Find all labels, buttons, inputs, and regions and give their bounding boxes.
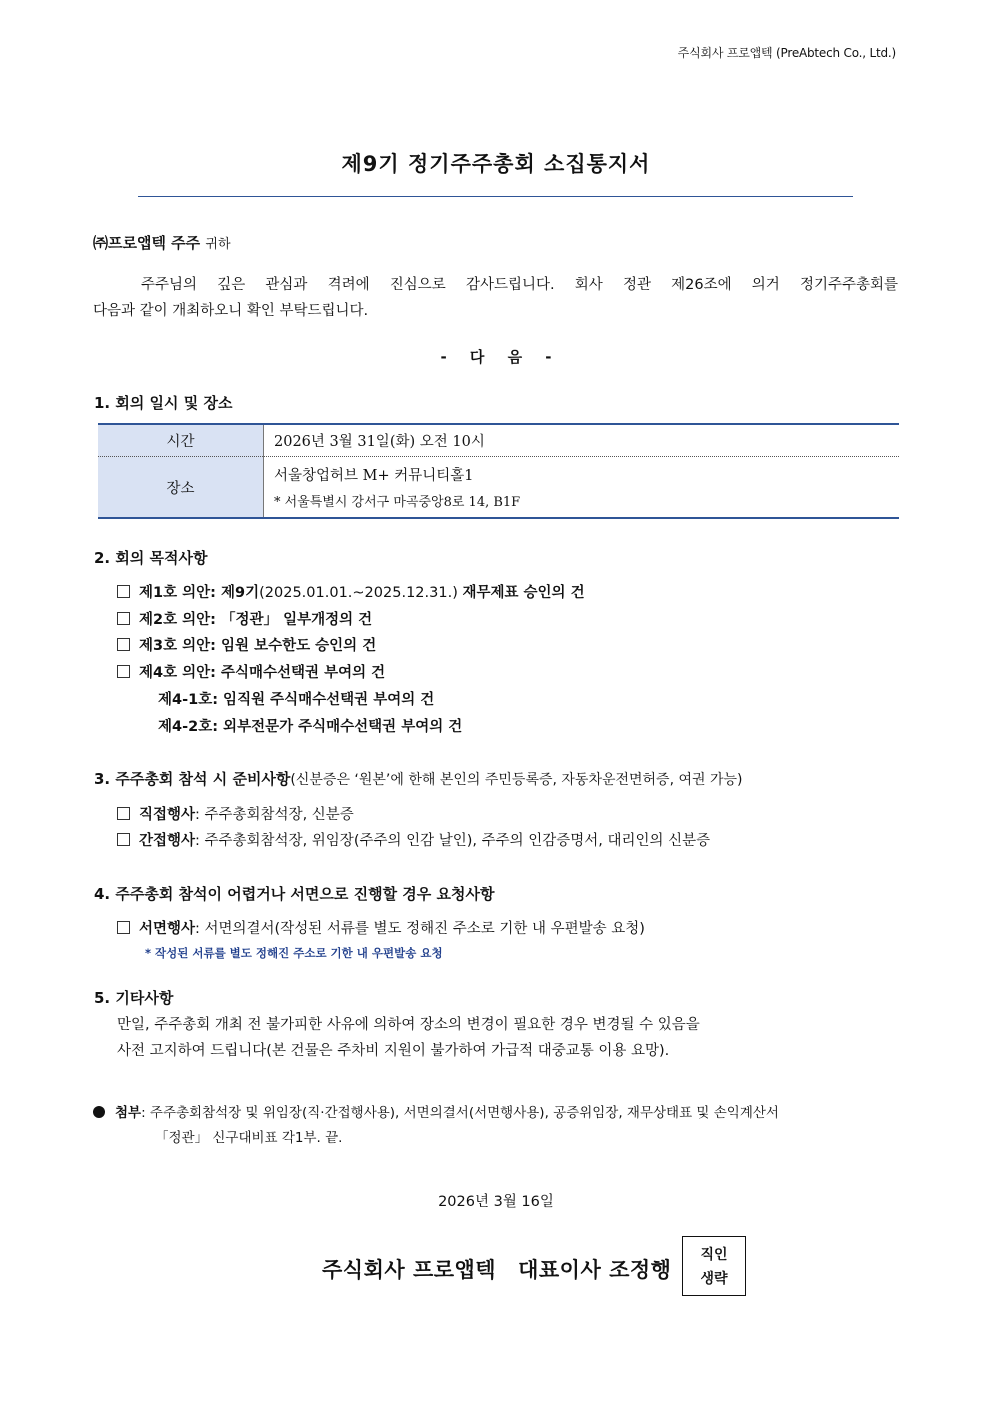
- agenda-sub-item-4-1: 제4-1호: 임직원 주식매수선택권 부여의 건: [158, 692, 435, 708]
- prep-item-direct: 직접행사: 주주총회참석장, 신분증: [117, 803, 354, 824]
- agenda-item-2: 제2호 의안: 「정관」 일부개정의 건: [117, 608, 372, 629]
- agenda-item-4: 제4호 의안: 주식매수선택권 부여의 건: [117, 661, 385, 682]
- document-title: 제9기 정기주주총회 소집통지서: [341, 152, 651, 176]
- intro-line-1: 주주님의 깊은 관심과 격려에 진심으로 감사드립니다. 회사 정관 제26조에 의거 정기주주총회를: [141, 277, 898, 293]
- misc-line-2: 사전 고지하여 드립니다(본 건물은 주차비 지원이 불가하여 가급적 대중교통 이용 요망).: [117, 1043, 670, 1059]
- checkbox-icon: [117, 921, 130, 934]
- agenda-item-3: 제3호 의안: 임원 보수한도 승인의 건: [117, 634, 376, 655]
- prep-item-indirect: 간접행사: 주주총회참석장, 위임장(주주의 인감 날인), 주주의 인감증명서, 대리인의 신분증: [117, 829, 710, 850]
- attachment-block: [93, 1101, 893, 1151]
- meeting-info-table: [98, 423, 899, 519]
- checkbox-icon: [117, 638, 130, 651]
- addressee: [93, 232, 231, 253]
- section1-heading: 1. 회의 일시 및 장소: [94, 394, 233, 412]
- place-address: * 서울특별시 강서구 마곡중앙8로 14, B1F: [274, 495, 521, 510]
- section4-heading: 4. 주주총회 참석이 어렵거나 서면으로 진행할 경우 요청사항: [94, 885, 495, 903]
- attachment-line-2: 「정관」 신구대비표 각1부. 끝.: [155, 1130, 343, 1146]
- attachment-label: 첨부: [115, 1105, 142, 1121]
- seal-line-2: 생략: [700, 1271, 728, 1287]
- header-company: 주식회사 프로앱텍 (PreAbtech Co., Ltd.): [677, 46, 896, 60]
- checkbox-icon: [117, 665, 130, 678]
- place-label: 장소: [98, 457, 264, 519]
- agenda-sub-item-4-2: 제4-2호: 외부전문가 주식매수선택권 부여의 건: [158, 719, 463, 735]
- misc-line-1: 만일, 주주총회 개최 전 불가피한 사유에 의하여 장소의 변경이 필요한 경우 변경될 수 있음을: [117, 1017, 700, 1033]
- checkbox-icon: [117, 612, 130, 625]
- title-divider: [138, 196, 853, 197]
- section2-heading: 2. 회의 목적사항: [94, 549, 208, 567]
- da-eum-heading: - 다 음 -: [440, 348, 552, 366]
- signature-line: [322, 1254, 671, 1284]
- addressee-suffix: 귀하: [205, 237, 231, 252]
- ceo-name: 대표이사 조정행: [518, 1258, 672, 1282]
- table-row-time: [98, 424, 899, 457]
- time-label: 시간: [98, 424, 264, 457]
- section5-heading: 5. 기타사항: [94, 989, 174, 1007]
- checkbox-icon: [117, 585, 130, 598]
- agenda-item-1: 제1호 의안: 제9기(2025.01.01.~2025.12.31.) 재무제표 승인의 건: [117, 581, 585, 602]
- place-cell: [264, 457, 900, 519]
- section3-heading: 3. 주주총회 참석 시 준비사항(신분증은 ‘원본’에 한해 본인의 주민등록증, 자동차운전면허증, 여권 가능): [94, 770, 743, 788]
- misc-paragraph: [117, 1012, 897, 1064]
- written-vote-note: * 작성된 서류를 별도 정해진 주소로 기한 내 우편발송 요청: [145, 946, 443, 960]
- place-value: 서울창업허브 M+ 커뮤니티홀1: [274, 468, 474, 484]
- table-row-place: [98, 457, 899, 519]
- company-name: 주식회사 프로앱텍: [322, 1258, 497, 1282]
- addressee-name: ㈜프로앱텍 주주: [93, 234, 201, 252]
- written-vote-item: 서면행사: 서면의결서(작성된 서류를 별도 정해진 주소로 기한 내 우편발송 요청): [117, 917, 645, 938]
- seal-box: [682, 1236, 746, 1296]
- document-date: 2026년 3월 16일: [438, 1194, 554, 1210]
- intro-line-2: 다음과 같이 개최하오니 확인 부탁드립니다.: [93, 303, 369, 319]
- checkbox-icon: [117, 833, 130, 846]
- bullet-icon: [93, 1106, 105, 1118]
- intro-paragraph: [93, 272, 898, 324]
- seal-line-1: 직인: [700, 1247, 728, 1263]
- time-value: 2026년 3월 31일(화) 오전 10시: [264, 424, 900, 457]
- attachment-line-1: 첨부: 주주총회참석장 및 위임장(직·간접행사용), 서면의결서(서면행사용), 공증위임장, 재무상태표 및 손익계산서: [93, 1101, 893, 1126]
- checkbox-icon: [117, 807, 130, 820]
